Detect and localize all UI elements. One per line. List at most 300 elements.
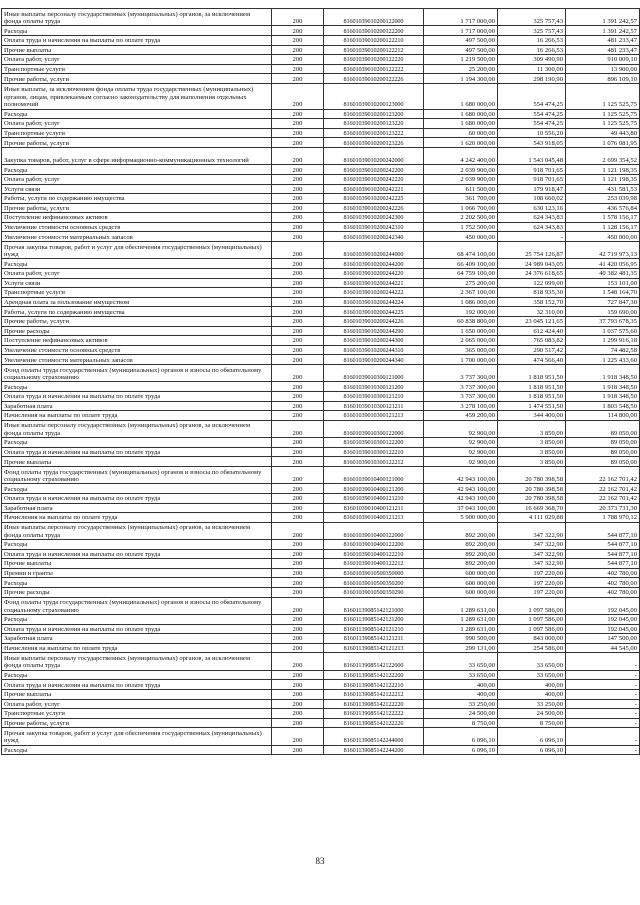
executed-amount: 4 111 029,88 <box>498 513 566 523</box>
row-name: Поступление нефинансовых активов <box>2 213 272 223</box>
approved-amount: 92 900,00 <box>424 438 498 448</box>
approved-amount: 42 943 100,00 <box>424 493 498 503</box>
table-row <box>2 242 640 259</box>
row-name: Прочие выплаты <box>2 689 272 699</box>
remaining-amount: 192 045,00 <box>566 597 640 614</box>
row-name: Прочие расходы <box>2 588 272 598</box>
budget-classification-code: 81601039010200242310 <box>324 222 424 232</box>
row-name: Оплата работ, услуг <box>2 55 272 65</box>
budget-classification-code: 81601039010200244225 <box>324 307 424 317</box>
budget-classification-code: 81601039010200244310 <box>324 345 424 355</box>
row-name: Расходы <box>2 615 272 625</box>
line-code: 200 <box>272 109 324 119</box>
executed-amount: 344 400,00 <box>498 411 566 421</box>
remaining-amount: 450 000,00 <box>566 232 640 242</box>
executed-amount: 347 322,90 <box>498 522 566 539</box>
approved-amount: 275 200,00 <box>424 278 498 288</box>
line-code: 200 <box>272 438 324 448</box>
budget-classification-code: 81601039010200123220 <box>324 119 424 129</box>
table-row <box>2 588 640 598</box>
remaining-amount: 544 877,10 <box>566 522 640 539</box>
remaining-amount: 1 918 348,50 <box>566 391 640 401</box>
row-name: Фонд оплаты труда государственных (муниципальных) органов и взносы по обязательному социальному страхованию <box>2 364 272 381</box>
executed-amount: 20 780 398,58 <box>498 484 566 494</box>
row-name: Иные выплаты персоналу государственных (муниципальных) органов, за исключением фонда оплаты труда <box>2 653 272 670</box>
table-row <box>2 493 640 503</box>
executed-amount: 290 517,42 <box>498 345 566 355</box>
row-name: Транспортные услуги <box>2 64 272 74</box>
executed-amount: 554 474,25 <box>498 83 566 109</box>
executed-amount: 24 500,00 <box>498 709 566 719</box>
table-row <box>2 259 640 269</box>
remaining-amount: 896 109,10 <box>566 74 640 84</box>
executed-amount: 108 660,02 <box>498 194 566 204</box>
approved-amount: 3 737 300,00 <box>424 364 498 381</box>
row-name: Оплата труда и начисления на выплаты по оплате труда <box>2 35 272 45</box>
table-row <box>2 326 640 336</box>
table-row <box>2 643 640 653</box>
executed-amount: 197 220,00 <box>498 568 566 578</box>
remaining-amount: 1 125 525,75 <box>566 83 640 109</box>
line-code: 200 <box>272 513 324 523</box>
table-row <box>2 128 640 138</box>
executed-amount: 8 750,00 <box>498 718 566 728</box>
budget-execution-sheet <box>0 8 640 755</box>
remaining-amount: 20 373 731,30 <box>566 503 640 513</box>
budget-classification-code: 81601039010400121210 <box>324 493 424 503</box>
remaining-amount: 159 690,00 <box>566 307 640 317</box>
table-row <box>2 232 640 242</box>
line-code: 200 <box>272 269 324 279</box>
row-name: Расходы <box>2 540 272 550</box>
remaining-amount: 44 545,00 <box>566 643 640 653</box>
executed-amount: 612 424,40 <box>498 326 566 336</box>
line-code: 200 <box>272 745 324 755</box>
budget-classification-code: 81601139085142122200 <box>324 670 424 680</box>
budget-classification-code: 81601039010200242225 <box>324 194 424 204</box>
executed-amount: 543 918,05 <box>498 138 566 148</box>
budget-classification-code: 81601039010500350000 <box>324 568 424 578</box>
remaining-amount: 1 788 970,12 <box>566 513 640 523</box>
line-code: 200 <box>272 615 324 625</box>
approved-amount: 6 096,10 <box>424 745 498 755</box>
table-row <box>2 194 640 204</box>
budget-classification-code: 81601039010200244221 <box>324 278 424 288</box>
line-code: 200 <box>272 484 324 494</box>
executed-amount: - <box>498 232 566 242</box>
table-body <box>2 9 640 755</box>
table-row <box>2 401 640 411</box>
executed-amount: 16 266,53 <box>498 35 566 45</box>
remaining-amount: 2 699 354,52 <box>566 147 640 164</box>
remaining-amount: 431 581,53 <box>566 184 640 194</box>
line-code: 200 <box>272 549 324 559</box>
table-row <box>2 288 640 298</box>
line-code: 200 <box>272 457 324 467</box>
remaining-amount: 1 548 164,70 <box>566 288 640 298</box>
table-row <box>2 382 640 392</box>
executed-amount: 1 818 951,50 <box>498 391 566 401</box>
remaining-amount: 74 482,58 <box>566 345 640 355</box>
executed-amount: 3 850,00 <box>498 438 566 448</box>
executed-amount: 11 300,00 <box>498 64 566 74</box>
page-number: 83 <box>315 856 325 866</box>
budget-classification-code: 81601039010200244300 <box>324 336 424 346</box>
remaining-amount: 481 233,47 <box>566 45 640 55</box>
table-row <box>2 184 640 194</box>
row-name: Расходы <box>2 670 272 680</box>
budget-classification-code: 81601039010200123200 <box>324 109 424 119</box>
row-name: Расходы <box>2 484 272 494</box>
row-name: Прочие выплаты <box>2 559 272 569</box>
approved-amount: 892 200,00 <box>424 549 498 559</box>
line-code: 200 <box>272 297 324 307</box>
table-row <box>2 269 640 279</box>
table-row <box>2 438 640 448</box>
executed-amount: 358 152,70 <box>498 297 566 307</box>
table-row <box>2 466 640 483</box>
row-name: Иные выплаты персоналу государственных (муниципальных) органов, за исключением фонда оплаты труда <box>2 420 272 437</box>
budget-classification-code: 81601039010400121211 <box>324 503 424 513</box>
row-name: Расходы <box>2 438 272 448</box>
executed-amount: 3 850,00 <box>498 420 566 437</box>
remaining-amount: - <box>566 680 640 690</box>
line-code: 200 <box>272 184 324 194</box>
row-name: Фонд оплаты труда государственных (муниципальных) органов и взносы по обязательному социальному страхованию <box>2 597 272 614</box>
line-code: 200 <box>272 559 324 569</box>
approved-amount: 1 680 000,00 <box>424 83 498 109</box>
row-name: Расходы <box>2 578 272 588</box>
line-code: 200 <box>272 653 324 670</box>
executed-amount: 630 123,16 <box>498 203 566 213</box>
table-row <box>2 615 640 625</box>
line-code: 200 <box>272 83 324 109</box>
row-name: Арендная плата за пользование имуществом <box>2 297 272 307</box>
remaining-amount: 22 162 701,42 <box>566 493 640 503</box>
budget-classification-code: 81601039010200244222 <box>324 288 424 298</box>
line-code: 200 <box>272 670 324 680</box>
budget-classification-code: 81601039010200242200 <box>324 165 424 175</box>
executed-amount: 1 818 951,50 <box>498 364 566 381</box>
executed-amount: 1 097 586,00 <box>498 597 566 614</box>
executed-amount: 1 818 951,50 <box>498 382 566 392</box>
remaining-amount: 402 780,00 <box>566 588 640 598</box>
row-name: Прочие выплаты <box>2 45 272 55</box>
table-row <box>2 222 640 232</box>
executed-amount: 554 474,25 <box>498 109 566 119</box>
line-code: 200 <box>272 391 324 401</box>
budget-classification-code: 81601039010300121200 <box>324 382 424 392</box>
table-row <box>2 699 640 709</box>
table-row <box>2 147 640 164</box>
row-name: Оплата работ, услуг <box>2 174 272 184</box>
approved-amount: 92 900,00 <box>424 420 498 437</box>
remaining-amount: 1 578 156,17 <box>566 213 640 223</box>
row-name: Начисления на выплаты по оплате труда <box>2 513 272 523</box>
remaining-amount: 544 877,10 <box>566 559 640 569</box>
line-code: 200 <box>272 74 324 84</box>
remaining-amount: 544 877,10 <box>566 549 640 559</box>
row-name: Прочие работы, услуги <box>2 317 272 327</box>
approved-amount: 611 500,00 <box>424 184 498 194</box>
approved-amount: 2 039 900,00 <box>424 165 498 175</box>
executed-amount: 298 190,90 <box>498 74 566 84</box>
approved-amount: 5 900 000,00 <box>424 513 498 523</box>
remaining-amount: 1 391 242,57 <box>566 26 640 36</box>
budget-classification-code: 81601139085142122220 <box>324 699 424 709</box>
approved-amount: 1 717 000,00 <box>424 26 498 36</box>
row-name: Увеличение стоимости основных средств <box>2 222 272 232</box>
line-code: 200 <box>272 64 324 74</box>
approved-amount: 2 065 000,00 <box>424 336 498 346</box>
budget-classification-code: 81601139085142122222 <box>324 709 424 719</box>
budget-classification-code: 81601039010200122000 <box>324 9 424 26</box>
executed-amount: 122 099,00 <box>498 278 566 288</box>
remaining-amount: - <box>566 689 640 699</box>
line-code: 200 <box>272 355 324 365</box>
line-code: 200 <box>272 447 324 457</box>
line-code: 200 <box>272 364 324 381</box>
executed-amount: 6 096,10 <box>498 728 566 745</box>
approved-amount: 25 200,00 <box>424 64 498 74</box>
table-row <box>2 709 640 719</box>
budget-classification-code: 81601039010200122212 <box>324 45 424 55</box>
line-code: 200 <box>272 680 324 690</box>
approved-amount: 3 278 100,00 <box>424 401 498 411</box>
table-row <box>2 278 640 288</box>
approved-amount: 1 700 000,00 <box>424 355 498 365</box>
row-name: Увеличение стоимости материальных запасов <box>2 232 272 242</box>
approved-amount: 1 680 000,00 <box>424 119 498 129</box>
approved-amount: 33 250,00 <box>424 699 498 709</box>
approved-amount: 600 000,00 <box>424 588 498 598</box>
table-row <box>2 26 640 36</box>
remaining-amount: - <box>566 709 640 719</box>
approved-amount: 892 200,00 <box>424 522 498 539</box>
approved-amount: 400,00 <box>424 680 498 690</box>
approved-amount: 2 202 500,00 <box>424 213 498 223</box>
table-row <box>2 174 640 184</box>
remaining-amount: 89 050,00 <box>566 438 640 448</box>
budget-classification-code: 81601039010300121210 <box>324 391 424 401</box>
row-name: Оплата труда и начисления на выплаты по оплате труда <box>2 549 272 559</box>
approved-amount: 1 620 000,00 <box>424 138 498 148</box>
row-name: Заработная плата <box>2 634 272 644</box>
approved-amount: 42 943 100,00 <box>424 484 498 494</box>
approved-amount: 60 838 800,00 <box>424 317 498 327</box>
remaining-amount: 436 576,84 <box>566 203 640 213</box>
line-code: 200 <box>272 9 324 26</box>
approved-amount: 42 943 100,00 <box>424 466 498 483</box>
row-name: Прочие работы, услуги <box>2 203 272 213</box>
executed-amount: 3 850,00 <box>498 447 566 457</box>
table-row <box>2 297 640 307</box>
executed-amount: 1 543 045,48 <box>498 147 566 164</box>
line-code: 200 <box>272 689 324 699</box>
approved-amount: 892 200,00 <box>424 540 498 550</box>
executed-amount: 33 650,00 <box>498 653 566 670</box>
row-name: Работы, услуги по содержанию имущества <box>2 194 272 204</box>
executed-amount: 33 250,00 <box>498 699 566 709</box>
remaining-amount: 1 299 916,18 <box>566 336 640 346</box>
row-name: Оплата труда и начисления на выплаты по оплате труда <box>2 493 272 503</box>
line-code: 200 <box>272 222 324 232</box>
executed-amount: 309 490,90 <box>498 55 566 65</box>
remaining-amount: 727 847,30 <box>566 297 640 307</box>
approved-amount: 2 039 900,00 <box>424 174 498 184</box>
budget-classification-code: 81601039010200244340 <box>324 355 424 365</box>
table-row <box>2 634 640 644</box>
executed-amount: 10 556,20 <box>498 128 566 138</box>
table-row <box>2 213 640 223</box>
row-name: Увеличение стоимости материальных запасов <box>2 355 272 365</box>
budget-classification-code: 81601139085142122210 <box>324 680 424 690</box>
remaining-amount: 1 225 433,60 <box>566 355 640 365</box>
table-row <box>2 109 640 119</box>
executed-amount: 16 266,53 <box>498 45 566 55</box>
approved-amount: 192 000,00 <box>424 307 498 317</box>
line-code: 200 <box>272 493 324 503</box>
line-code: 200 <box>272 699 324 709</box>
remaining-amount: 253 039,98 <box>566 194 640 204</box>
remaining-amount: - <box>566 718 640 728</box>
executed-amount: 918 701,65 <box>498 174 566 184</box>
remaining-amount: - <box>566 699 640 709</box>
approved-amount: 37 043 100,00 <box>424 503 498 513</box>
table-row <box>2 138 640 148</box>
table-row <box>2 336 640 346</box>
budget-classification-code: 81601039010200123000 <box>324 83 424 109</box>
row-name: Оплата труда и начисления на выплаты по оплате труда <box>2 447 272 457</box>
table-row <box>2 559 640 569</box>
line-code: 200 <box>272 147 324 164</box>
budget-classification-code: 81601039010300122000 <box>324 420 424 437</box>
row-name: Оплата работ, услуг <box>2 119 272 129</box>
row-name: Поступление нефинансовых активов <box>2 336 272 346</box>
table-row <box>2 203 640 213</box>
remaining-amount: 89 050,00 <box>566 420 640 437</box>
table-row <box>2 64 640 74</box>
executed-amount: 474 566,40 <box>498 355 566 365</box>
table-row <box>2 653 640 670</box>
budget-classification-code: 81601139085142121000 <box>324 597 424 614</box>
approved-amount: 3 737 300,00 <box>424 382 498 392</box>
row-name: Оплата работ, услуг <box>2 699 272 709</box>
budget-classification-code: 81601039010300122210 <box>324 447 424 457</box>
line-code: 200 <box>272 522 324 539</box>
executed-amount: 24 376 618,65 <box>498 269 566 279</box>
row-name: Оплата труда и начисления на выплаты по оплате труда <box>2 624 272 634</box>
remaining-amount: 114 800,00 <box>566 411 640 421</box>
approved-amount: 1 289 631,00 <box>424 597 498 614</box>
line-code: 200 <box>272 232 324 242</box>
approved-amount: 1 650 000,00 <box>424 326 498 336</box>
row-name: Работы, услуги по содержанию имущества <box>2 307 272 317</box>
approved-amount: 1 680 000,00 <box>424 109 498 119</box>
executed-amount: 347 322,90 <box>498 549 566 559</box>
executed-amount: 20 780 398,58 <box>498 493 566 503</box>
approved-amount: 1 289 631,00 <box>424 624 498 634</box>
table-row <box>2 549 640 559</box>
row-name: Иные выплаты персоналу государственных (муниципальных) органов, за исключением фонда оплаты труда <box>2 9 272 26</box>
remaining-amount: - <box>566 745 640 755</box>
line-code: 200 <box>272 597 324 614</box>
approved-amount: 92 900,00 <box>424 457 498 467</box>
line-code: 200 <box>272 128 324 138</box>
remaining-amount: - <box>566 670 640 680</box>
line-code: 200 <box>272 634 324 644</box>
executed-amount: 1 474 551,50 <box>498 401 566 411</box>
budget-classification-code: 81601139085142122212 <box>324 689 424 699</box>
table-row <box>2 522 640 539</box>
remaining-amount: 13 900,00 <box>566 64 640 74</box>
approved-amount: 1 717 000,00 <box>424 9 498 26</box>
executed-amount: 624 343,83 <box>498 213 566 223</box>
budget-classification-code: 81601039010200122220 <box>324 55 424 65</box>
remaining-amount: 1 125 525,75 <box>566 109 640 119</box>
row-name: Расходы <box>2 26 272 36</box>
budget-classification-code: 81601139085142122000 <box>324 653 424 670</box>
table-row <box>2 391 640 401</box>
budget-classification-code: 81601139085142121200 <box>324 615 424 625</box>
budget-classification-code: 81601139085142121210 <box>324 624 424 634</box>
remaining-amount: 1 391 242,57 <box>566 9 640 26</box>
remaining-amount: 402 780,00 <box>566 568 640 578</box>
budget-classification-code: 81601039010300121000 <box>324 364 424 381</box>
budget-classification-code: 81601039010200122210 <box>324 35 424 45</box>
row-name: Расходы <box>2 745 272 755</box>
executed-amount: 818 935,30 <box>498 288 566 298</box>
line-code: 200 <box>272 307 324 317</box>
line-code: 200 <box>272 242 324 259</box>
executed-amount: 347 322,90 <box>498 540 566 550</box>
line-code: 200 <box>272 709 324 719</box>
remaining-amount: 192 045,00 <box>566 624 640 634</box>
approved-amount: 2 367 100,00 <box>424 288 498 298</box>
approved-amount: 459 200,00 <box>424 411 498 421</box>
line-code: 200 <box>272 55 324 65</box>
budget-classification-code: 81601139085142122226 <box>324 718 424 728</box>
budget-classification-code: 81601039010200242300 <box>324 213 424 223</box>
approved-amount: 66 409 100,00 <box>424 259 498 269</box>
table-row <box>2 420 640 437</box>
expenditure-table <box>1 8 640 755</box>
line-code: 200 <box>272 138 324 148</box>
approved-amount: 64 759 100,00 <box>424 269 498 279</box>
executed-amount: 843 000,00 <box>498 634 566 644</box>
budget-classification-code: 81601139085142244000 <box>324 728 424 745</box>
table-row <box>2 9 640 26</box>
executed-amount: 554 474,25 <box>498 119 566 129</box>
line-code: 200 <box>272 203 324 213</box>
executed-amount: 325 757,43 <box>498 26 566 36</box>
executed-amount: 254 586,00 <box>498 643 566 653</box>
table-row <box>2 45 640 55</box>
row-name: Оплата труда и начисления на выплаты по оплате труда <box>2 680 272 690</box>
row-name: Услуги связи <box>2 184 272 194</box>
approved-amount: 892 200,00 <box>424 559 498 569</box>
budget-classification-code: 81601039010200244226 <box>324 317 424 327</box>
budget-classification-code: 81601039010200242221 <box>324 184 424 194</box>
table-row <box>2 513 640 523</box>
row-name: Увеличение стоимости основных средств <box>2 345 272 355</box>
table-row <box>2 411 640 421</box>
remaining-amount: 22 162 701,42 <box>566 466 640 483</box>
table-row <box>2 503 640 513</box>
remaining-amount: 153 101,00 <box>566 278 640 288</box>
budget-classification-code: 81601039010200123226 <box>324 138 424 148</box>
row-name: Транспортные услуги <box>2 128 272 138</box>
